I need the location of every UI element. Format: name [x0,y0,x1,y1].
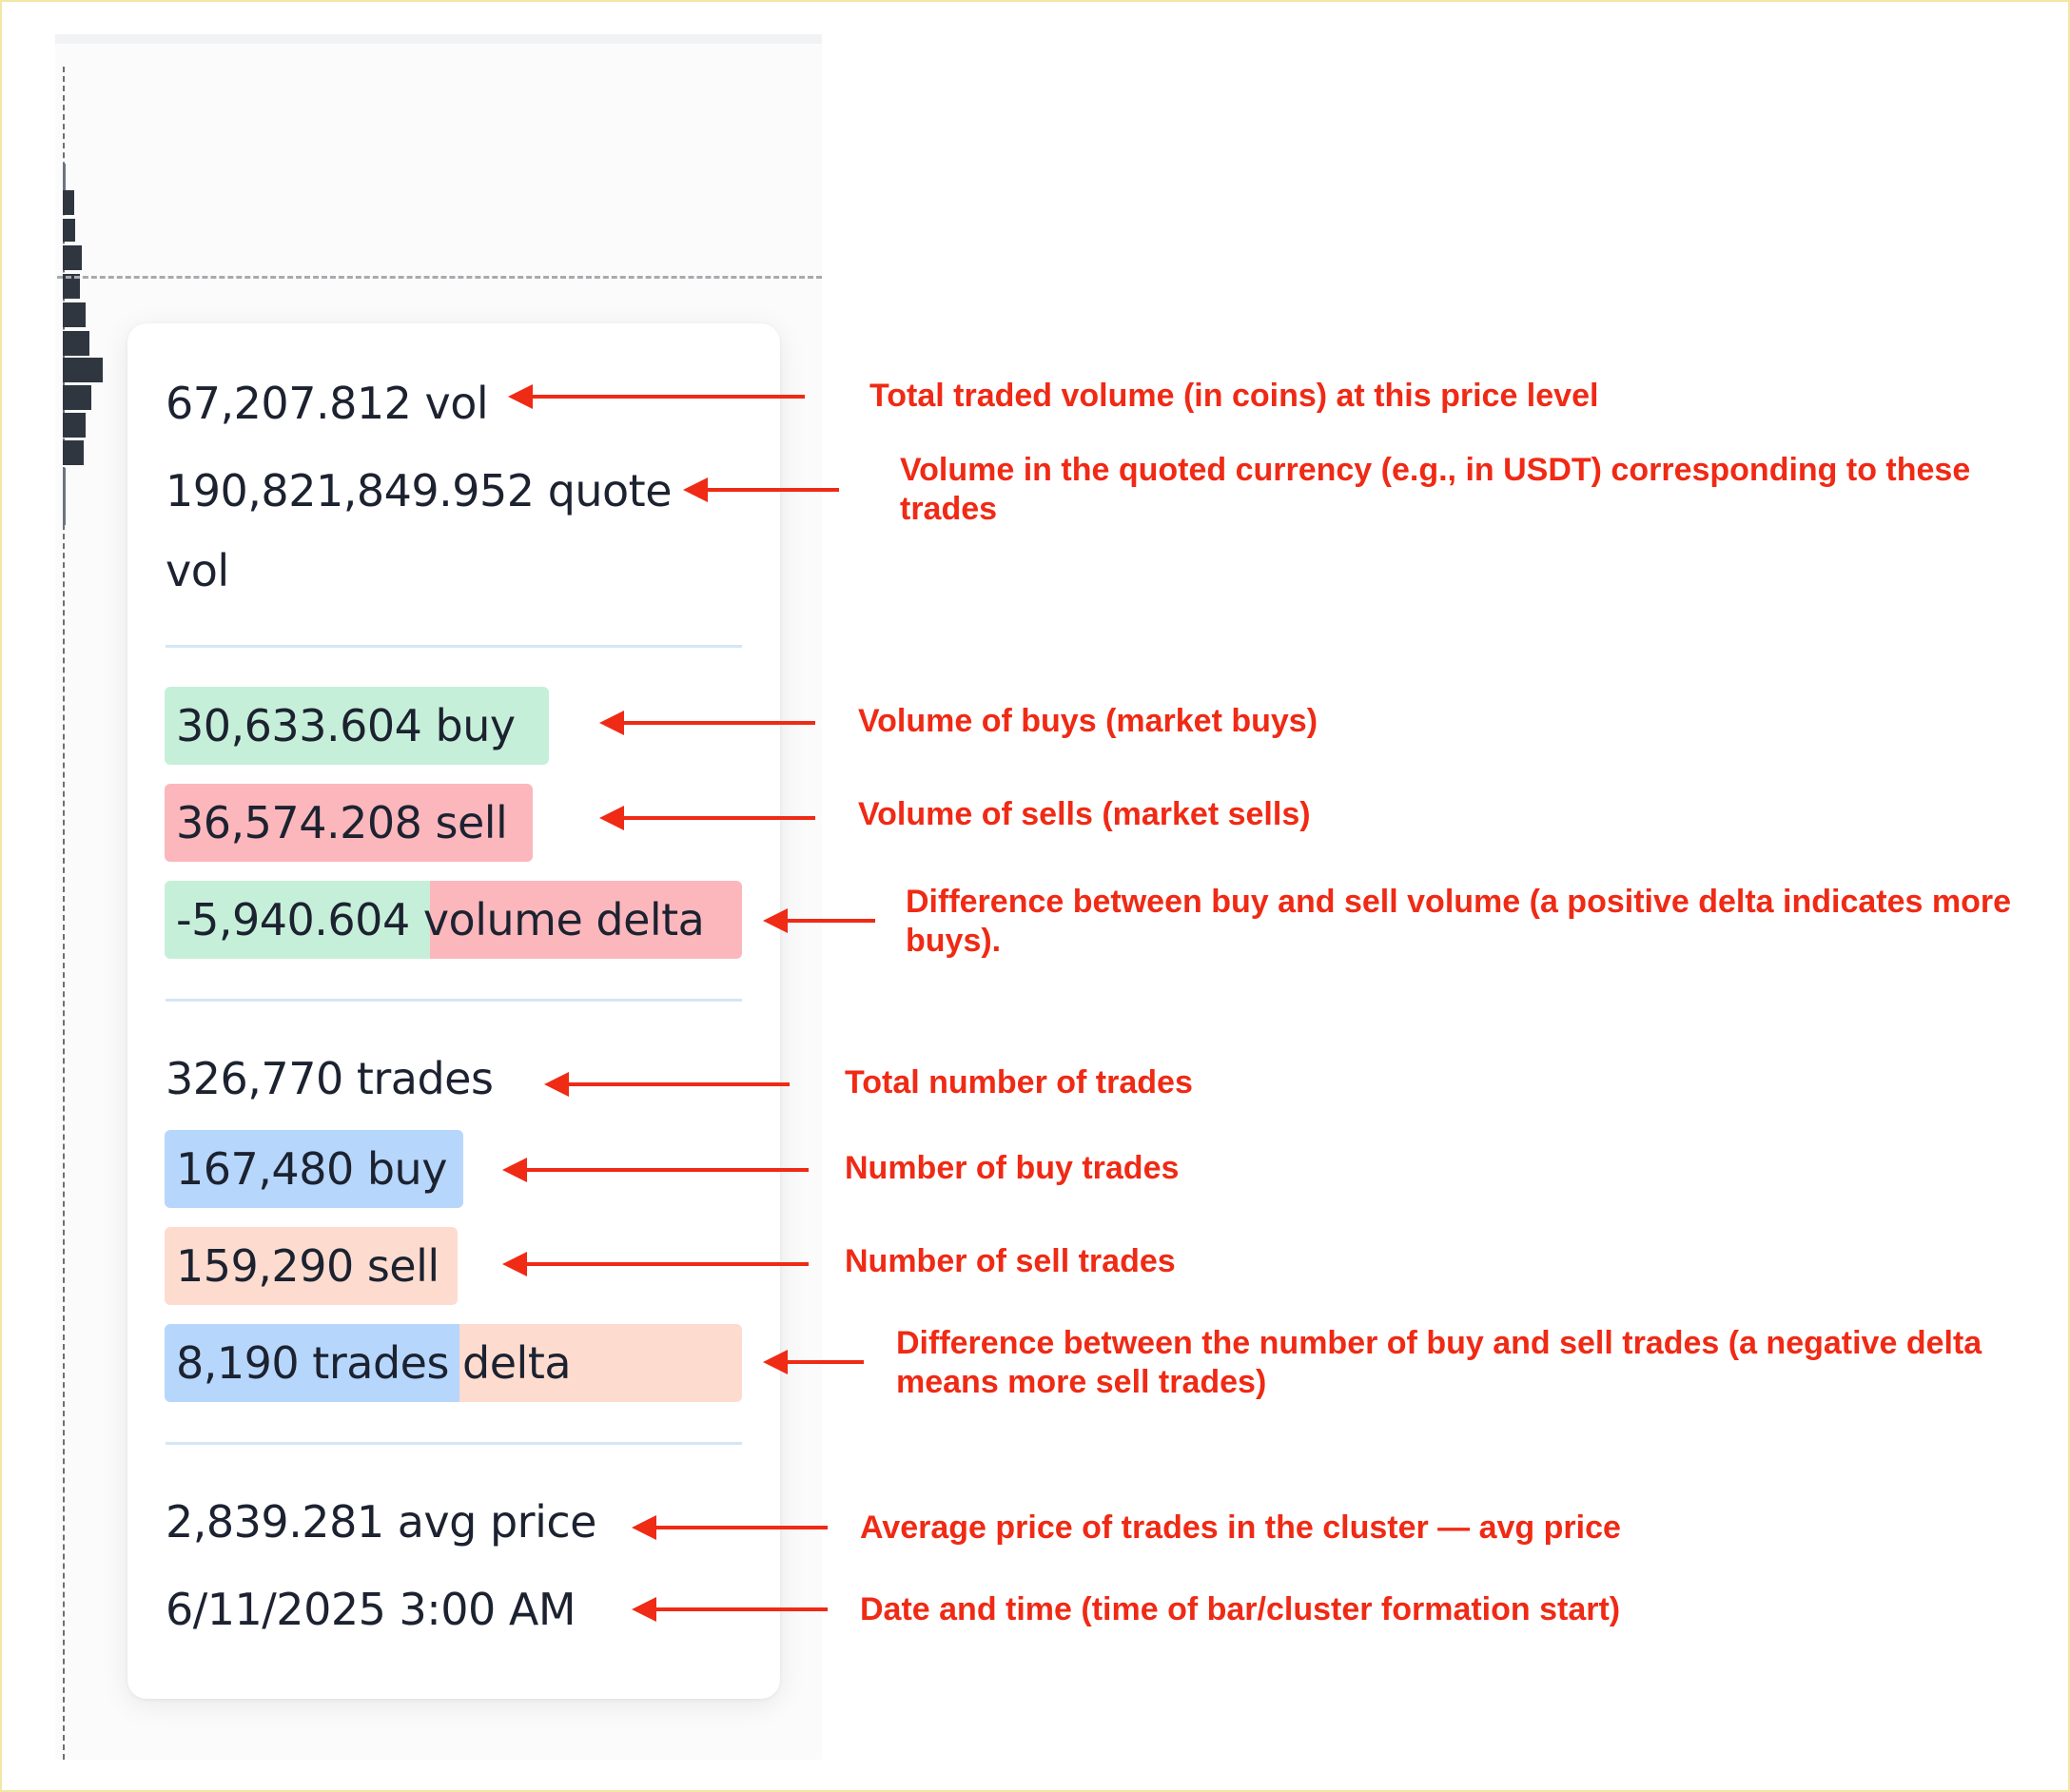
note-datetime: Date and time (time of bar/cluster formation start) [860,1591,1621,1627]
quote-volume-unit: vol [166,545,229,596]
divider [166,1442,742,1445]
note-trades-delta: Difference between the number of buy and sell trades (a negative delta means more sell trades) [896,1325,1982,1400]
note-buy-trades: Number of buy trades [845,1150,1180,1186]
arrow-datetime [653,1607,828,1611]
profile-bar [63,331,89,356]
cluster-tooltip [127,323,780,1699]
chart-top-strip [55,34,822,44]
sell-volume-pill [165,784,533,862]
profile-bar [63,413,86,438]
arrow-sell-volume [620,816,815,820]
sell-trades-pill [165,1227,458,1305]
arrow-sell-trades [523,1262,809,1266]
sell-volume: 36,574.208 sell [176,797,508,848]
profile-bar [63,468,66,525]
arrow-volume-delta [784,919,875,923]
buy-volume-pill [165,687,549,765]
profile-bar [63,358,103,382]
profile-bar [63,190,74,215]
profile-bar [63,440,84,465]
note-sell-trades: Number of sell trades [845,1243,1176,1279]
volume-delta: -5,940.604 volume delta [176,894,705,945]
divider [166,999,742,1002]
total-volume: 67,207.812 vol [166,378,489,429]
trades-delta-pill [165,1324,742,1402]
crosshair-line [57,276,822,279]
note-sell-volume: Volume of sells (market sells) [858,796,1311,832]
profile-bar [63,219,75,242]
arrow-total-volume [529,395,805,399]
trades-delta: 8,190 trades delta [176,1337,572,1389]
note-avg-price: Average price of trades in the cluster — avg price [860,1510,1621,1546]
note-total-volume: Total traded volume (in coins) at this price level [869,378,1599,414]
profile-bar [63,245,82,270]
arrow-avg-price [653,1526,828,1529]
arrow-trades-delta [784,1360,864,1364]
trades-total: 326,770 trades [166,1053,494,1104]
note-trades-total: Total number of trades [845,1064,1193,1101]
avg-price: 2,839.281 avg price [166,1496,596,1548]
note-buy-volume: Volume of buys (market buys) [858,703,1318,739]
arrow-buy-volume [620,721,815,725]
profile-bar [63,302,86,327]
arrow-trades-total [565,1082,790,1086]
profile-bar [63,385,91,410]
buy-trades-pill [165,1130,463,1208]
arrow-buy-trades [523,1168,809,1172]
profile-bar [63,164,66,190]
datetime: 6/11/2025 3:00 AM [166,1584,576,1635]
quote-volume: 190,821,849.952 quote [166,465,673,516]
divider [166,645,742,648]
buy-trades: 167,480 buy [176,1143,447,1195]
volume-delta-pill [165,881,742,959]
arrow-quote-volume [704,488,839,492]
note-quote-volume: Volume in the quoted currency (e.g., in USDT) corresponding to these trades [900,452,1971,527]
buy-volume: 30,633.604 buy [176,700,516,751]
sell-trades: 159,290 sell [176,1240,439,1292]
note-volume-delta: Difference between buy and sell volume (a positive delta indicates more buys). [906,884,2012,959]
